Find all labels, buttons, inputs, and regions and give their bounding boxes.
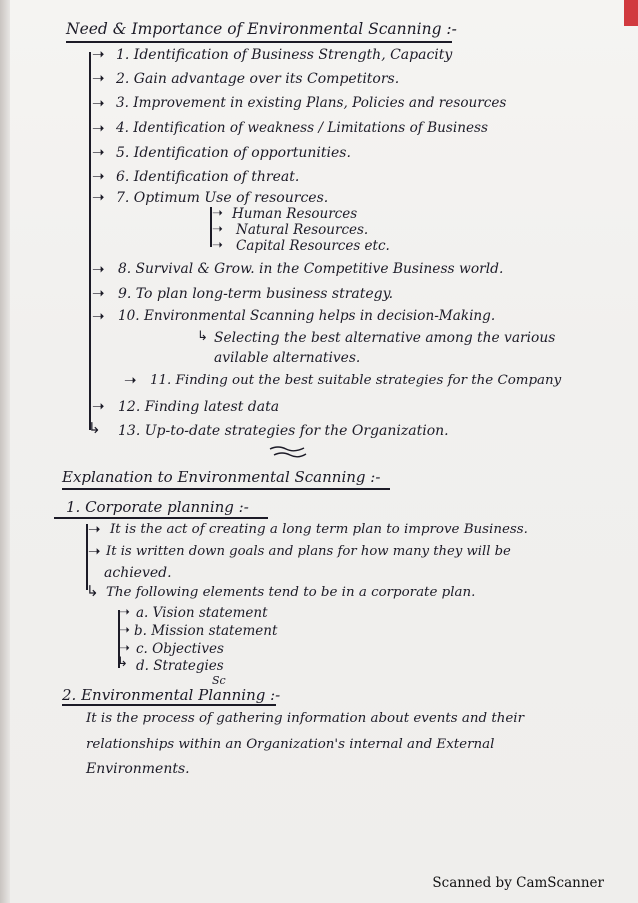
arrow-icon: ➝ [88, 542, 101, 560]
importance-item-1: 1. Identification of Business Strength, Capacity [116, 47, 453, 63]
element-mission: b. Mission statement [134, 623, 278, 639]
arrow-icon: ➝ [92, 188, 105, 206]
arrow-icon: ➝ [212, 206, 223, 221]
arrow-icon: ➝ [92, 94, 105, 112]
resource-natural: Natural Resources. [236, 222, 369, 238]
arrow-icon: ➝ [92, 397, 105, 415]
importance-item-10: 10. Environmental Scanning helps in decision-Making. [118, 308, 496, 324]
importance-item-4: 4. Identification of weakness / Limitations of Business [116, 120, 488, 136]
resource-capital: Capital Resources etc. [236, 238, 390, 254]
heading-explanation-underline [62, 488, 390, 490]
corporate-heading-underline [54, 517, 268, 519]
arrow-icon: ➝ [92, 307, 105, 325]
decision-sub-line-2: avilable alternatives. [214, 350, 361, 366]
arrow-icon: ↳ [88, 419, 101, 437]
arrow-icon: ➝ [92, 119, 105, 137]
ink-squiggle-mark [268, 444, 308, 460]
importance-item-7: 7. Optimum Use of resources. [116, 190, 329, 206]
heading-explanation: Explanation to Environmental Scanning :- [62, 468, 381, 486]
decision-sub-line-1: Selecting the best alternative among the various [214, 330, 556, 346]
arrow-icon: ↳ [197, 329, 208, 344]
heading-importance: Need & Importance of Environmental Scanning :- [66, 20, 457, 38]
page-left-edge [0, 0, 10, 903]
arrow-icon: ➝ [212, 222, 223, 237]
env-text-line-3: Environments. [86, 761, 190, 777]
corporate-point-1: It is the act of creating a long term plan to improve Business. [110, 522, 528, 537]
scanner-watermark: Scanned by CamScanner [432, 875, 604, 891]
element-strategies: d. Strategies [136, 658, 224, 674]
arrow-icon: ➝ [119, 605, 130, 620]
arrow-icon: ➝ [92, 69, 105, 87]
heading-importance-underline [66, 41, 452, 43]
arrow-icon: ➝ [92, 143, 105, 161]
arrow-icon: ➝ [92, 167, 105, 185]
arrow-icon: ↳ [117, 655, 128, 670]
importance-item-8: 8. Survival & Grow. in the Competitive Business world. [118, 261, 504, 277]
arrow-icon: ➝ [88, 520, 101, 538]
env-heading-correction: Sc [212, 674, 226, 687]
importance-item-5: 5. Identification of opportunities. [116, 145, 351, 161]
corporate-heading: 1. Corporate planning :- [66, 498, 249, 516]
env-heading-underline [62, 704, 276, 706]
arrow-icon: ➝ [124, 371, 137, 389]
importance-item-12: 12. Finding latest data [118, 399, 280, 415]
arrow-icon: ➝ [212, 238, 223, 253]
corporate-point-2-continued: achieved. [104, 565, 172, 581]
importance-item-6: 6. Identification of threat. [116, 169, 300, 185]
element-objectives: c. Objectives [136, 641, 224, 657]
importance-item-9: 9. To plan long-term business strategy. [118, 286, 394, 302]
importance-item-2: 2. Gain advantage over its Competitors. [116, 71, 400, 87]
arrow-icon: ↳ [86, 582, 99, 600]
env-heading: 2. Environmental Planning :- [62, 686, 281, 704]
env-text-line-1: It is the process of gathering information about events and their [86, 711, 524, 726]
arrow-icon: ➝ [92, 284, 105, 302]
resource-human: Human Resources [232, 206, 358, 222]
corporate-point-3: The following elements tend to be in a corporate plan. [106, 585, 476, 600]
element-vision: a. Vision statement [136, 605, 268, 621]
corporate-point-2: It is written down goals and plans for how many they will be [106, 544, 511, 559]
arrow-icon: ➝ [92, 45, 105, 63]
importance-item-11: 11. Finding out the best suitable strategies for the Company [150, 373, 562, 388]
importance-bracket-line [89, 52, 91, 430]
page-corner-mark [624, 0, 638, 26]
arrow-icon: ➝ [119, 641, 130, 656]
arrow-icon: ➝ [92, 260, 105, 278]
importance-item-13: 13. Up-to-date strategies for the Organization. [118, 423, 449, 439]
env-text-line-2: relationships within an Organization's internal and External [86, 737, 495, 752]
importance-item-3: 3. Improvement in existing Plans, Policies and resources [116, 95, 507, 111]
arrow-icon: ➝ [119, 623, 130, 638]
